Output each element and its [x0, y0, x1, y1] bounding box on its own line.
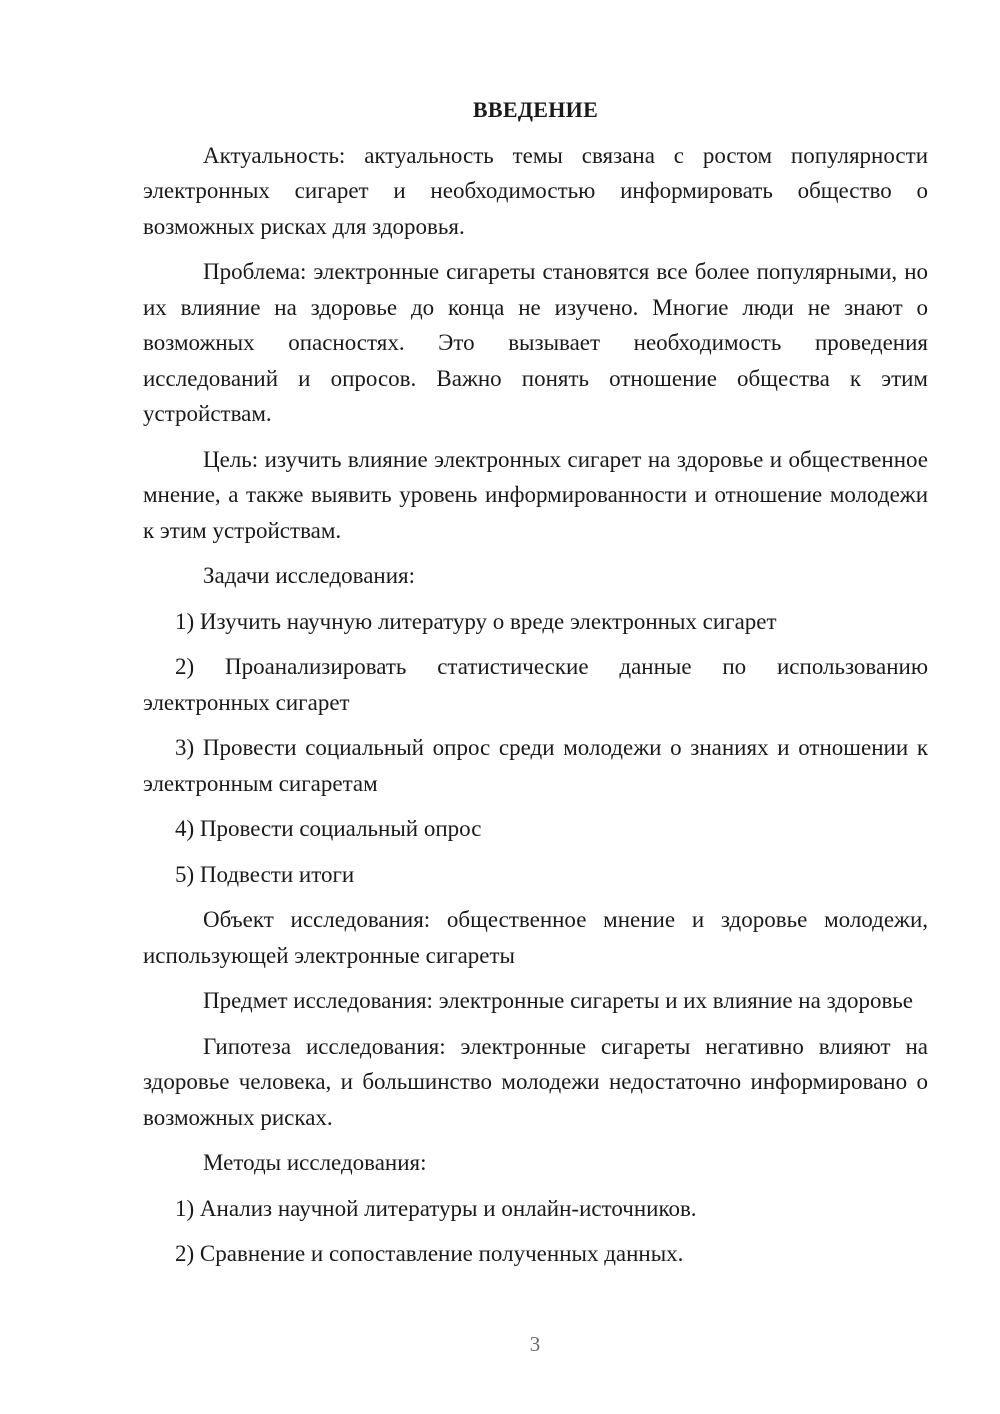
- method-item-1: 1) Анализ научной литературы и онлайн-источников.: [175, 1195, 697, 1221]
- page-content: [143, 92, 928, 1282]
- task-item-2: 2) Проанализировать статистические данные по использованию электронных сигарет: [143, 654, 928, 715]
- page-number: 3: [529, 1332, 541, 1356]
- method-item-2: 2) Сравнение и сопоставление полученных данных.: [175, 1241, 684, 1266]
- paragraph-problem: Проблема: электронные сигареты становятся все более популярными, но их влияние на здоровье до конца не изучено. Многие люди не знают о возможных опасностях. Это вызывает необходимость проведения исследований и опросов. Важно понять отношение общества к этим устройствам.: [143, 259, 928, 426]
- paragraph-hypothesis: Гипотеза исследования: электронные сигареты негативно влияют на здоровье человека, и большинство молодежи недостаточно информировано о возможных рисках.: [143, 1033, 928, 1130]
- task-item-5: 5) Подвести итоги: [175, 861, 355, 887]
- tasks-heading: Задачи исследования:: [203, 563, 416, 588]
- task-item-4: 4) Провести социальный опрос: [175, 816, 482, 841]
- paragraph-object: Объект исследования: общественное мнение и здоровье молодежи, использующей электронные сигареты: [143, 907, 928, 968]
- task-item-1: 1) Изучить научную литературу о вреде электронных сигарет: [175, 608, 777, 634]
- task-item-3: 3) Провести социальный опрос среди молодежи о знаниях и отношении к электронным сигаретам: [143, 735, 928, 796]
- section-title: ВВЕДЕНИЕ: [472, 97, 599, 122]
- methods-heading: Методы исследования:: [203, 1150, 427, 1175]
- paragraph-subject: Предмет исследования: электронные сигареты и их влияние на здоровье: [203, 988, 914, 1013]
- paragraph-relevance: Актуальность: актуальность темы связана с ростом популярности электронных сигарет и необходимостью информировать общество о возможных рисках для здоровья.: [143, 142, 928, 239]
- paragraph-goal: Цель: изучить влияние электронных сигарет на здоровье и общественное мнение, а также выявить уровень информированности и отношение молодежи к этим устройствам.: [143, 446, 928, 543]
